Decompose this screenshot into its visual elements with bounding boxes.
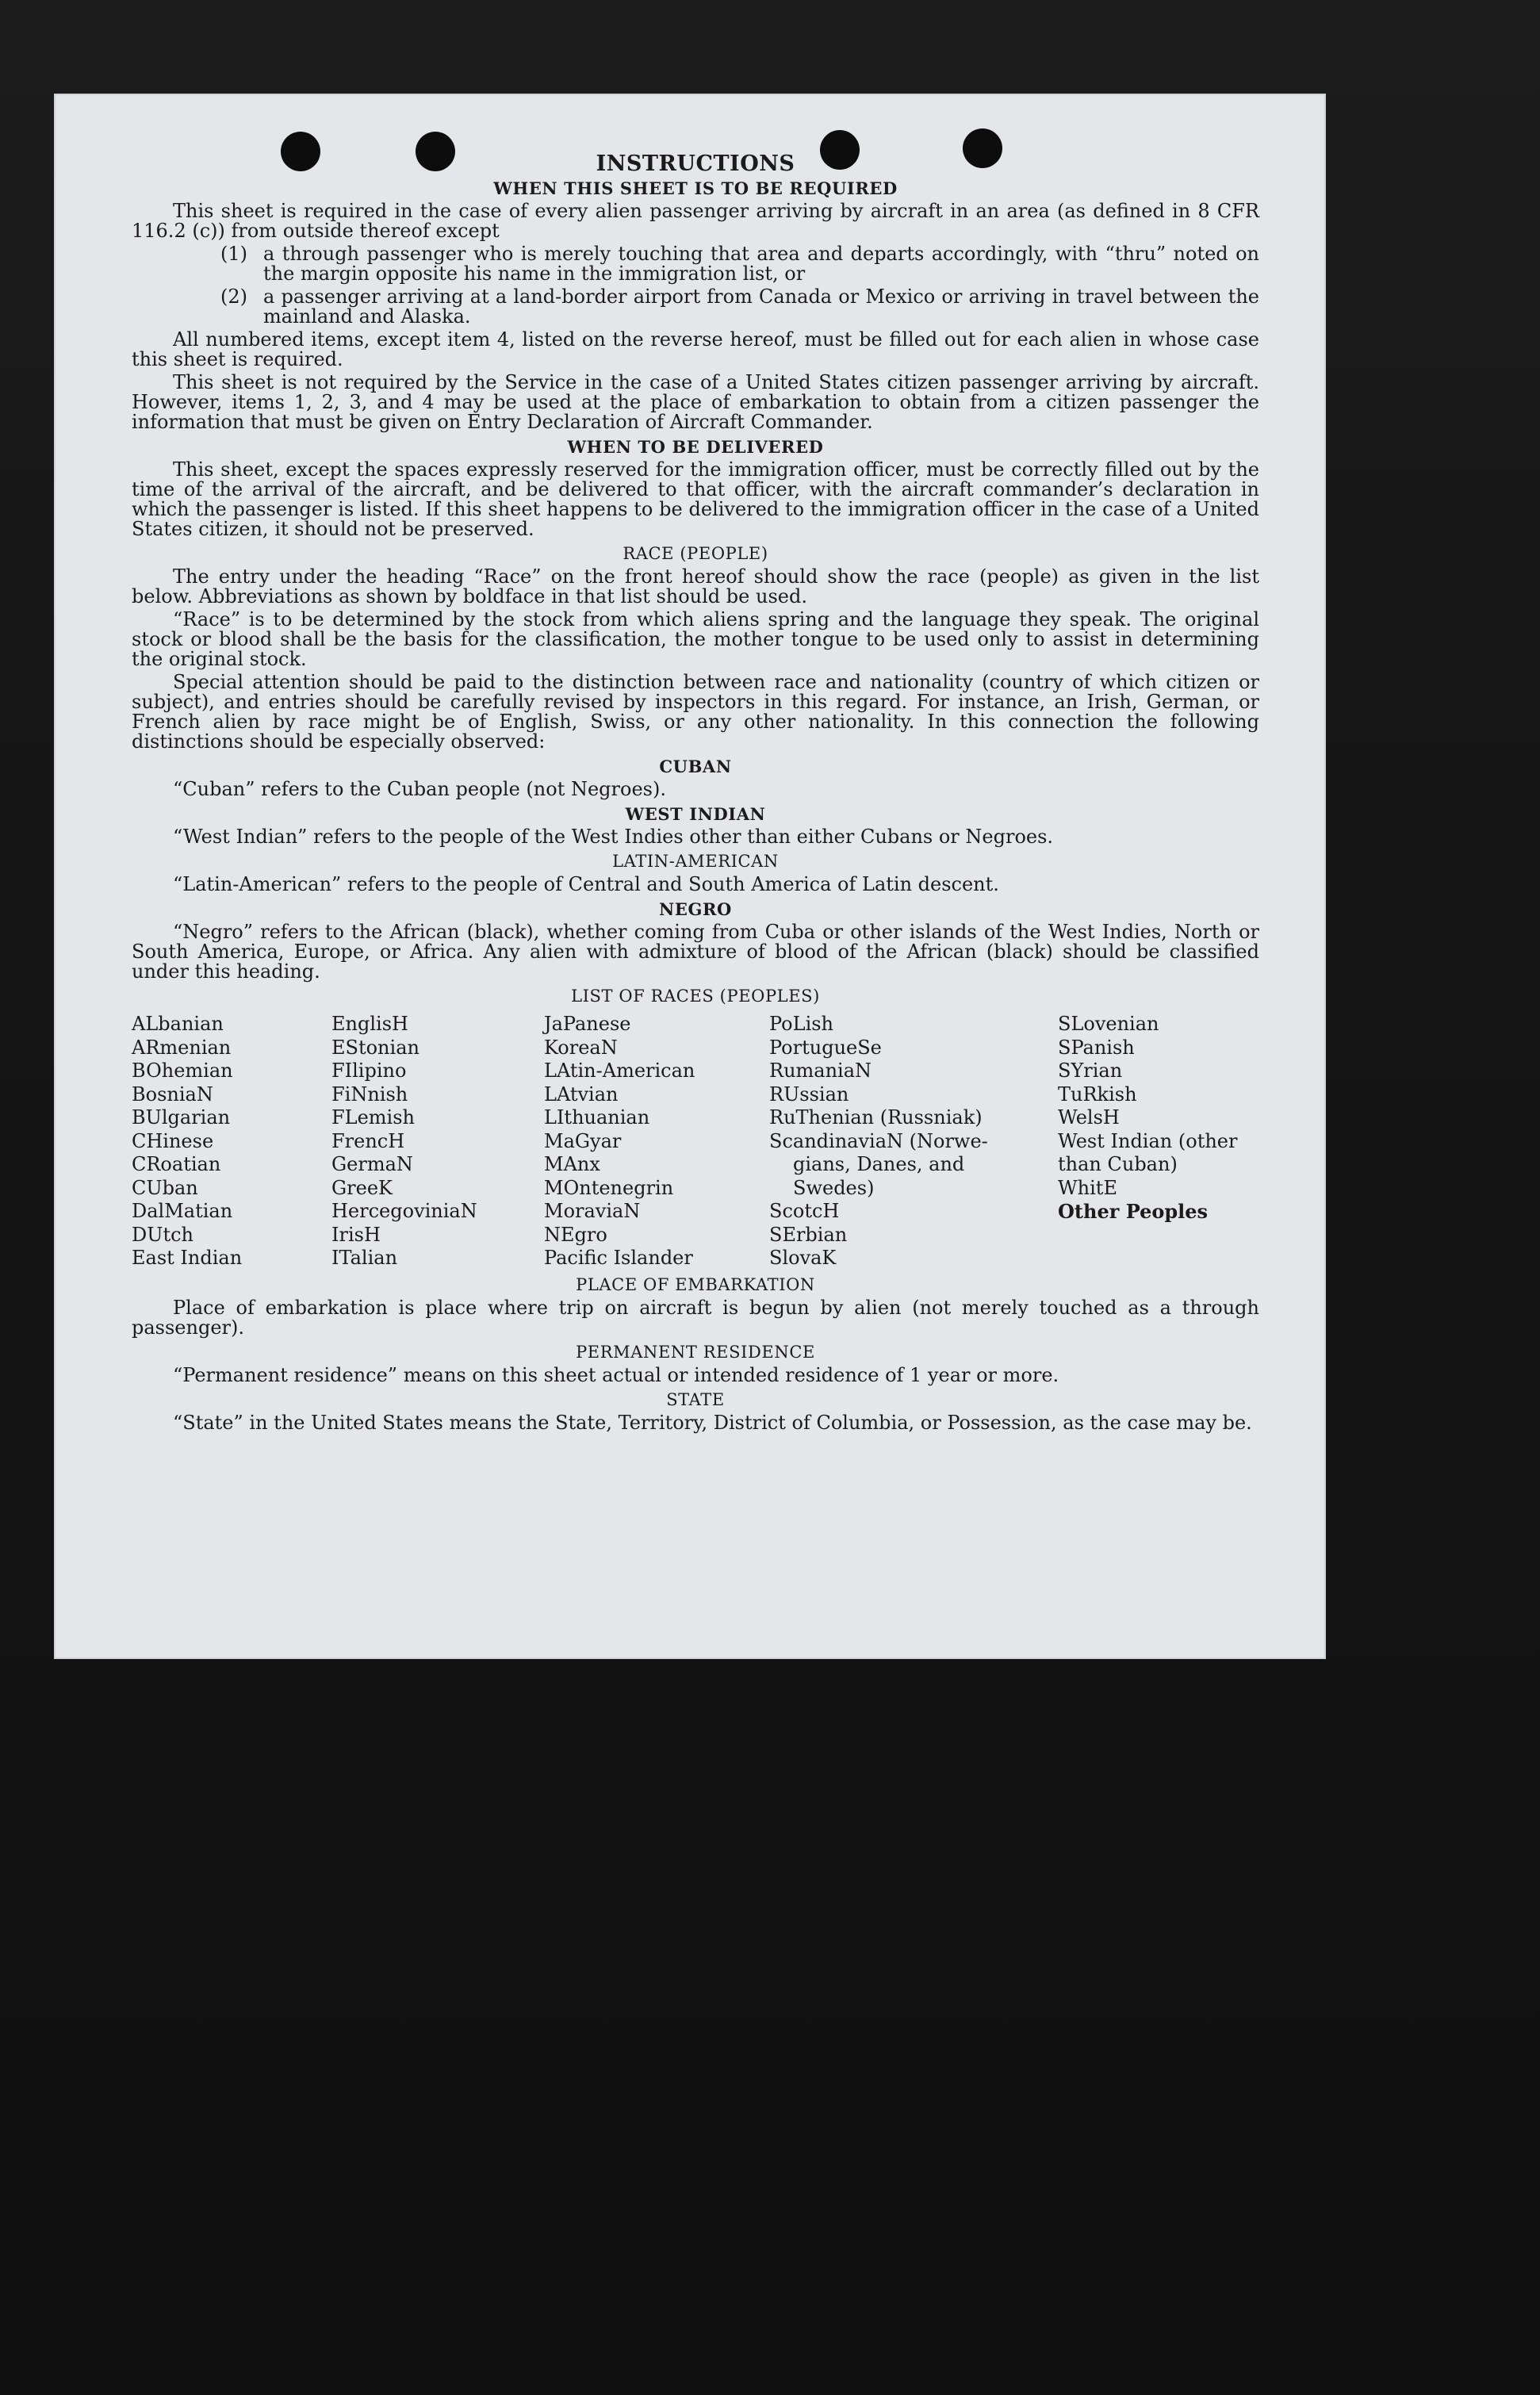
exception-item bbox=[132, 287, 1259, 327]
race-entry: MAnx bbox=[544, 1153, 600, 1175]
race-entry: TuRkish bbox=[1058, 1083, 1137, 1106]
races-list-heading: LIST OF RACES (PEOPLES) bbox=[571, 987, 820, 1006]
race-paragraph: Special attention should be paid to the distinction between race and nationality (country of which citizen or subject), and entries should be carefully revised by inspectors in this regard. For instance, an Irish, German, or French alien by race might be of English, Swiss, or any other nationality. In this connection the following distinctions should be especially observed: bbox=[132, 671, 1259, 753]
race-entry: IrisH bbox=[331, 1223, 381, 1246]
race-entry: Swedes) bbox=[793, 1176, 875, 1199]
numbered-items-paragraph: All numbered items, except item 4, listed on the reverse hereof, must be filled out for each alien in whose case this sheet is required. bbox=[132, 328, 1259, 370]
embarkation-heading: PLACE OF EMBARKATION bbox=[576, 1274, 815, 1294]
when-required-heading: WHEN THIS SHEET IS TO BE REQUIRED bbox=[493, 178, 898, 198]
race-entry: SPanish bbox=[1058, 1036, 1135, 1059]
race-entry: MaGyar bbox=[544, 1129, 622, 1152]
race-entry: MoraviaN bbox=[544, 1200, 641, 1222]
exception-number: (1) bbox=[220, 243, 247, 265]
race-entry: EnglisH bbox=[331, 1013, 408, 1035]
race-entry: East Indian bbox=[132, 1247, 243, 1269]
race-entry: HercegoviniaN bbox=[331, 1200, 477, 1222]
race-entry: FiNnish bbox=[331, 1083, 408, 1106]
race-entry: RumaniaN bbox=[769, 1060, 872, 1082]
race-entry: West Indian (other bbox=[1058, 1129, 1238, 1152]
race-entry: gians, Danes, and bbox=[793, 1153, 965, 1175]
race-entry: LAtvian bbox=[544, 1083, 619, 1106]
race-entry: DalMatian bbox=[132, 1200, 233, 1222]
document-sheet bbox=[54, 94, 1326, 1659]
race-entry: SlovaK bbox=[769, 1247, 837, 1269]
race-entry: Other Peoples bbox=[1058, 1200, 1209, 1223]
race-entry: RuThenian (Russniak) bbox=[769, 1106, 983, 1129]
state-text: “State” in the United States means the State, Territory, District of Columbia, or Possession, as the case may be. bbox=[173, 1411, 1252, 1434]
latin-american-text: “Latin-American” refers to the people of Central and South America of Latin descent. bbox=[173, 873, 999, 895]
race-entry: NEgro bbox=[544, 1223, 607, 1246]
cuban-heading: CUBAN bbox=[659, 757, 732, 776]
race-entry: CRoatian bbox=[132, 1153, 221, 1175]
instructions-content bbox=[132, 151, 1259, 1436]
residence-heading: PERMANENT RESIDENCE bbox=[576, 1342, 815, 1362]
west-indian-text: “West Indian” refers to the people of the West Indies other than either Cubans or Negroes. bbox=[173, 826, 1054, 848]
when-required-intro: This sheet is required in the case of every alien passenger arriving by aircraft in an area (as defined in 8 CFR 116.2 (c)) from outside thereof except bbox=[132, 200, 1259, 242]
exception-number: (2) bbox=[220, 285, 247, 308]
race-entry: BOhemian bbox=[132, 1060, 233, 1082]
races-column-1 bbox=[132, 1013, 331, 1270]
exception-item bbox=[132, 244, 1259, 284]
race-entry: BosniaN bbox=[132, 1083, 213, 1106]
race-entry: SErbian bbox=[769, 1223, 848, 1246]
race-entry: MOntenegrin bbox=[544, 1176, 674, 1199]
race-entry: JaPanese bbox=[544, 1013, 631, 1035]
negro-heading: NEGRO bbox=[659, 899, 732, 919]
residence-text: “Permanent residence” means on this sheet actual or intended residence of 1 year or more. bbox=[173, 1363, 1059, 1386]
race-entry: ARmenian bbox=[132, 1036, 232, 1059]
race-entry: LAtin-American bbox=[544, 1060, 695, 1082]
cuban-text: “Cuban” refers to the Cuban people (not Negroes). bbox=[173, 778, 666, 800]
race-entry: FLemish bbox=[331, 1106, 415, 1129]
embarkation-text: Place of embarkation is place where trip on aircraft is begun by alien (not merely touched as a through passenger). bbox=[132, 1296, 1259, 1339]
races-list bbox=[132, 1013, 1259, 1270]
negro-text: “Negro” refers to the African (black), whether coming from Cuba or other islands of the West Indies, North or South America, Europe, or Africa. Any alien with admixture of blood of the African (black) should be classified under this heading. bbox=[132, 921, 1259, 983]
race-entry: CUban bbox=[132, 1176, 198, 1199]
races-column-5 bbox=[1058, 1013, 1259, 1270]
page-title: INSTRUCTIONS bbox=[596, 151, 795, 176]
race-entry: GermaN bbox=[331, 1153, 413, 1175]
state-heading: STATE bbox=[666, 1389, 725, 1409]
exception-text: a through passenger who is merely touching that area and departs accordingly, with “thru” noted on the margin opposite his name in the immigration list, or bbox=[263, 243, 1259, 285]
race-entry: DUtch bbox=[132, 1223, 194, 1246]
race-entry: ScandinaviaN (Norwe- bbox=[769, 1129, 988, 1152]
race-entry: ITalian bbox=[331, 1247, 398, 1269]
west-indian-heading: WEST INDIAN bbox=[625, 804, 766, 824]
race-paragraph: “Race” is to be determined by the stock from which aliens spring and the language they speak. The original stock or blood shall be the basis for the classification, the mother tongue to be used only to assist in determining the original stock. bbox=[132, 608, 1259, 670]
race-entry: FrencH bbox=[331, 1129, 405, 1152]
race-entry: SLovenian bbox=[1058, 1013, 1159, 1035]
race-entry: Pacific Islander bbox=[544, 1247, 693, 1269]
races-column-2 bbox=[331, 1013, 544, 1270]
races-column-4 bbox=[769, 1013, 1058, 1270]
race-entry: RUssian bbox=[769, 1083, 849, 1106]
race-entry: GreeK bbox=[331, 1176, 393, 1199]
race-entry: SYrian bbox=[1058, 1060, 1123, 1082]
not-required-paragraph: This sheet is not required by the Service in the case of a United States citizen passenger arriving by aircraft. However, items 1, 2, 3, and 4 may be used at the place of embarkation to obtain from a citizen passenger the information that must be given on Entry Declaration of Aircraft Commander. bbox=[132, 371, 1259, 433]
race-entry: EStonian bbox=[331, 1036, 419, 1059]
race-paragraph: The entry under the heading “Race” on the front hereof should show the race (people) as given in the list below. Abbreviations as shown by boldface in that list should be used. bbox=[132, 565, 1259, 607]
race-entry: ScotcH bbox=[769, 1200, 840, 1222]
latin-american-heading: LATIN-AMERICAN bbox=[612, 852, 779, 871]
race-entry: WhitE bbox=[1058, 1176, 1117, 1199]
exception-text: a passenger arriving at a land-border airport from Canada or Mexico or arriving in travel between the mainland and Alaska. bbox=[263, 285, 1259, 328]
race-entry: WelsH bbox=[1058, 1106, 1120, 1129]
race-entry: KoreaN bbox=[544, 1036, 618, 1059]
when-delivered-heading: WHEN TO BE DELIVERED bbox=[567, 437, 824, 457]
race-entry: CHinese bbox=[132, 1129, 214, 1152]
race-entry: PoLish bbox=[769, 1013, 834, 1035]
when-delivered-text: This sheet, except the spaces expressly reserved for the immigration officer, must be correctly filled out by the time of the arrival of the aircraft, and be delivered to that officer, with the aircraft commander’s declaration in which the passenger is listed. If this sheet happens to be delivered to the immigration officer in the case of a United States citizen, it should not be preserved. bbox=[132, 458, 1259, 540]
race-entry: PortugueSe bbox=[769, 1036, 882, 1059]
race-entry: LIthuanian bbox=[544, 1106, 650, 1129]
race-entry: ALbanian bbox=[132, 1013, 224, 1035]
race-entry: BUlgarian bbox=[132, 1106, 231, 1129]
race-entry: FIlipino bbox=[331, 1060, 407, 1082]
race-entry: than Cuban) bbox=[1058, 1153, 1178, 1175]
race-heading: RACE (PEOPLE) bbox=[623, 544, 768, 563]
races-column-3 bbox=[544, 1013, 769, 1270]
